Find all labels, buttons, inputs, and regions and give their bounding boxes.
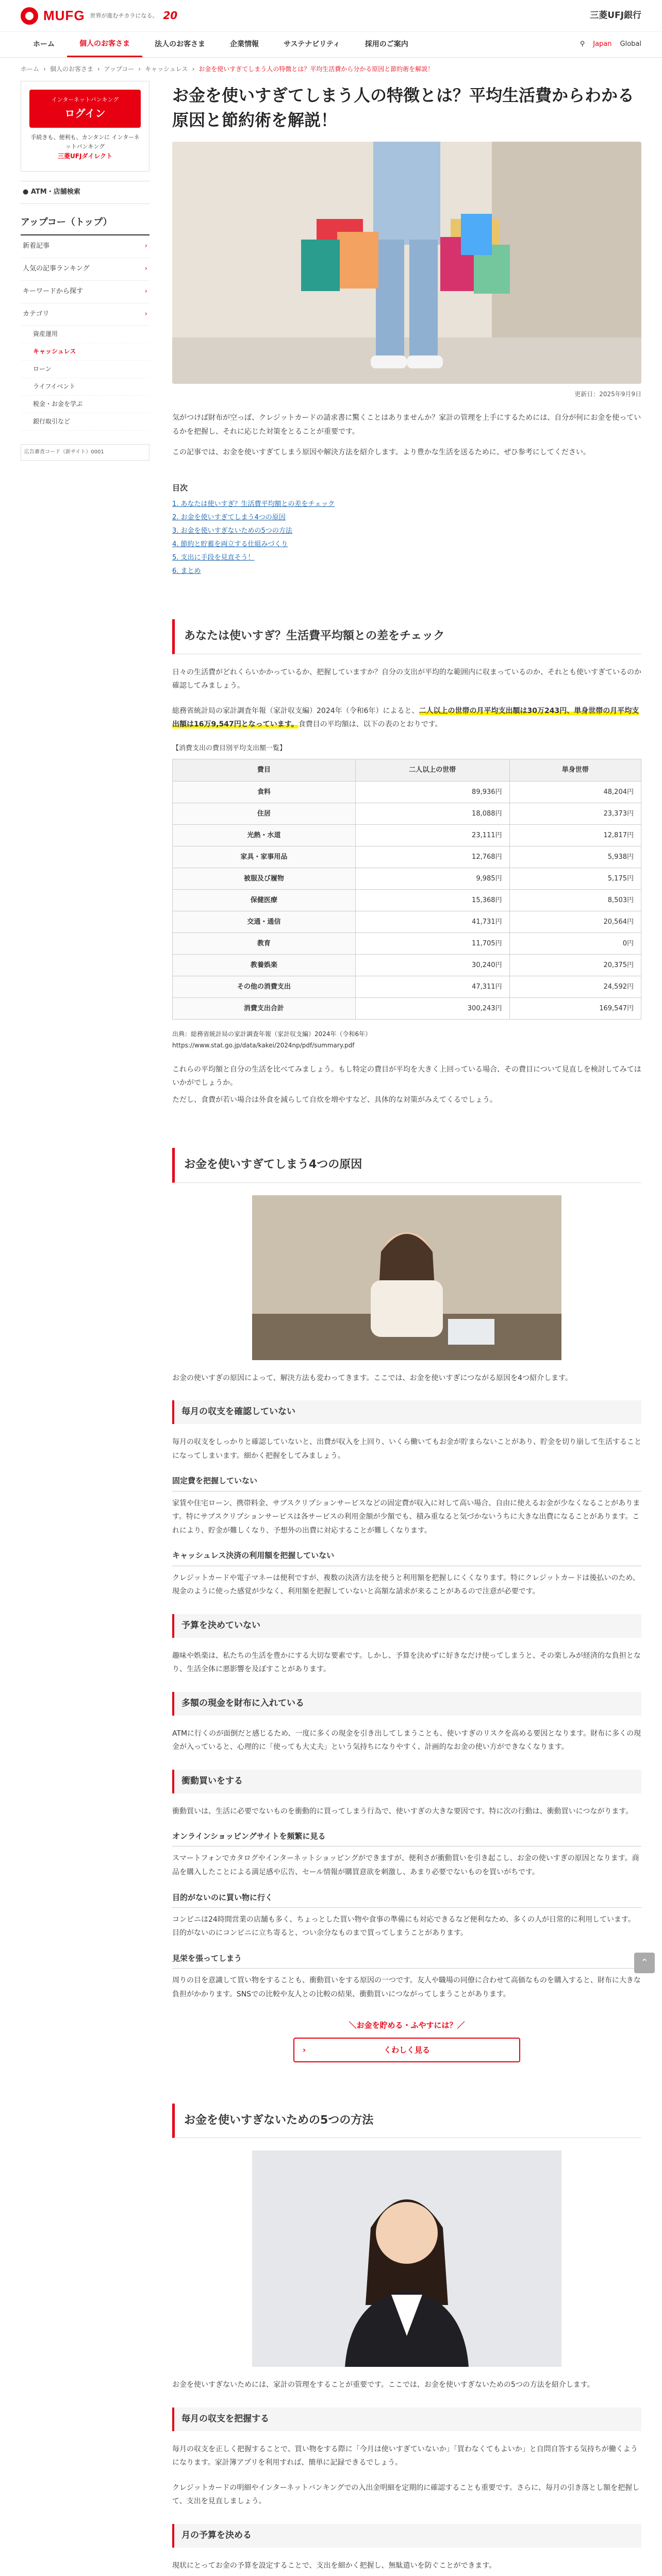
pin-icon: ●	[23, 188, 29, 196]
intro-paragraph: 気がつけば財布が空っぽ、クレジットカードの請求書に驚くことはありませんか？家計の管理を上手にするためには、自分が何にお金を使っているかを把握し、それに応じた対策をとることが重要です。	[172, 414, 641, 436]
businesswoman-image	[252, 2150, 561, 2367]
section-paragraph: 日々の生活費がどれくらいかかっているか、把握していますか？自分の支出が平均的な範囲内に収まっているのか、それとも使いすぎているのか確認してみましょう。	[172, 668, 641, 690]
nav-home[interactable]: ホーム	[33, 40, 55, 49]
section-paragraph: お金を使いすぎないためには、家計の管理をすることが重要です。ここでは、お金を使いすぎないための5つの方法を紹介します。	[172, 2381, 594, 2389]
global-nav	[0, 32, 662, 58]
table-cell-label: 交通・通信	[173, 911, 356, 933]
table-cell-label: 保健医療	[173, 890, 356, 911]
logo-tagline: 世界が進むチカラになる。	[90, 12, 158, 19]
table-row	[173, 998, 641, 1020]
toc-item[interactable]: 3. お金を使いすぎないための5つの方法	[172, 527, 292, 535]
table-cell-label: 被服及び履物	[173, 868, 356, 890]
anniversary-mark: 20	[163, 9, 178, 22]
article	[172, 81, 641, 2576]
table-cell-value: 0円	[509, 933, 641, 955]
table-cell-label: 教育	[173, 933, 356, 955]
sidebar-title[interactable]: アップコー（トップ）	[21, 214, 150, 236]
sidebar-sub-tax[interactable]: 税金・お金を学ぶ	[21, 396, 150, 413]
nav-corporate[interactable]: 法人のお客さま	[155, 40, 205, 49]
nav-company[interactable]: 企業情報	[230, 40, 259, 49]
table-cell-value: 11,705円	[355, 933, 509, 955]
table-header: 費目	[173, 759, 356, 782]
shopping-bags-illustration	[172, 142, 641, 384]
table-of-contents	[172, 481, 641, 578]
minor-heading: キャッシュレス決済の利用額を把握していない	[172, 1549, 641, 1566]
table-cell-value: 12,768円	[355, 846, 509, 868]
table-cell-value: 15,368円	[355, 890, 509, 911]
mufg-logo-icon	[21, 7, 38, 25]
bank-name[interactable]: 三菱UFJ銀行	[590, 10, 641, 21]
table-row	[173, 825, 641, 846]
search-icon[interactable]: ⚲	[580, 40, 585, 48]
sidebar-sub-investment[interactable]: 資産運用	[21, 326, 150, 343]
table-header: 単身世帯	[509, 759, 641, 782]
login-box	[21, 81, 150, 172]
table-cell-label: 食料	[173, 782, 356, 803]
sidebar-item-keyword[interactable]: キーワードから探す ›	[21, 281, 150, 303]
chevron-up-icon: ⌃	[640, 1957, 649, 1969]
section-paragraph: コンビニは24時間営業の店舗も多く、ちょっとした買い物や食事の準備にも対応できるなど便利なため、多くの人が日常的に利用しています。目的がないのにコンビニに立ち寄ると、つい余分なものまで買ってしまうことがあります。	[172, 1915, 635, 1938]
sidebar	[21, 81, 150, 2576]
toc-item[interactable]: 6. まとめ	[172, 567, 201, 575]
table-cell-value: 47,311円	[355, 976, 509, 998]
section-heading: あなたは使いすぎ？生活費平均額との差をチェック	[172, 619, 641, 654]
table-row	[173, 803, 641, 825]
table-row	[173, 955, 641, 976]
nav-personal[interactable]: 個人のお客さま	[67, 32, 142, 57]
subsection-heading: 毎月の収支を確認していない	[172, 1400, 641, 1424]
worried-woman-image	[252, 1195, 561, 1360]
section-paragraph: ATMに行くのが面倒だと感じるため、一度に多くの現金を引き出してしまうことも、使いすぎのリスクを高める要因となります。財布に多くの現金が入っていると、心理的に「使っても大丈夫」という気持ちになりやすく、計画的なお金の使い方ができなくなります。	[172, 1729, 641, 1752]
minor-heading: オンラインショッピングサイトを頻繁に見る	[172, 1829, 641, 1846]
table-cell-label: 消費支出合計	[173, 998, 356, 1020]
nav-sustainability[interactable]: サステナビリティ	[284, 40, 340, 49]
subsection-heading: 月の予算を決める	[172, 2524, 641, 2548]
cta-label: ＼お金を貯める・ふやすには？／	[349, 2021, 465, 2030]
login-small-label: インターネットバンキング	[51, 96, 119, 103]
expense-table	[172, 759, 641, 1020]
section-paragraph: 家賃や住宅ローン、携帯料金、サブスクリプションサービスなどの固定費が収入に対して高い場合、自由に使えるお金が少なくなることがあります。特にサブスクリプションサービスは各サービスの利用金額が少額でも、積み重なると気づかないうちに大きな出費になることがあります。これにより、貯金が難しくなり、予想外の出費に対応することが難しくなります。	[172, 1499, 640, 1535]
breadcrumb-item[interactable]: キャッシュレス	[145, 65, 188, 73]
table-cell-value: 20,375円	[509, 955, 641, 976]
sidebar-sub-lifeevent[interactable]: ライフイベント	[21, 378, 150, 396]
subsection-heading: 予算を決めていない	[172, 1614, 641, 1638]
table-cell-label: 家具・家事用品	[173, 846, 356, 868]
toc-item[interactable]: 1. あなたは使いすぎ？生活費平均額との差をチェック	[172, 500, 335, 509]
highlight-text: 二人以上の世帯の月平均支出額は30万243円、単身世帯の月平均支出額は16万9,547円となっています。	[172, 706, 639, 729]
section-paragraph: これらの平均額と自分の生活を比べてみましょう。もし特定の費目が平均を大きく上回っている場合、その費目について見直しを検討してみてはいかがでしょうか。	[172, 1065, 641, 1088]
table-cell-value: 169,547円	[509, 998, 641, 1020]
section-paragraph: お金の使いすぎの原因によって、解決方法も変わってきます。ここでは、お金を使いすぎにつながる原因を4つ紹介します。	[172, 1374, 572, 1382]
table-cell-value: 20,564円	[509, 911, 641, 933]
table-cell-value: 8,503円	[509, 890, 641, 911]
table-row	[173, 782, 641, 803]
sidebar-item-category[interactable]: カテゴリ ›	[21, 303, 150, 326]
details-button[interactable]	[293, 2038, 520, 2062]
back-to-top-button[interactable]	[634, 1953, 655, 1973]
top-header	[0, 0, 662, 32]
section-paragraph: 現状にとってお金の予算を設定することで、支出を細かく把握し、無駄遣いを防ぐことができます。	[172, 2561, 496, 2570]
breadcrumb-current: お金を使いすぎてしまう人の特徴とは？平均生活費から分かる原因と節約術を解説！	[198, 65, 434, 73]
section-paragraph: ただし、食費が若い場合は外食を減らして自炊を増やすなど、具体的な対策がみえてくるでしょう。	[172, 1095, 497, 1104]
section-paragraph: クレジットカードの明細やインターネットバンキングでの入出金明細を定期的に確認することも重要です。さらに、毎月の引き落とし額を把握して、支出を見直しましょう。	[172, 2483, 640, 2506]
table-cell-value: 30,240円	[355, 955, 509, 976]
table-cell-value: 12,817円	[509, 825, 641, 846]
table-cell-value: 41,731円	[355, 911, 509, 933]
atm-label: ATM・店舗検索	[30, 188, 80, 196]
minor-heading: 見栄を張ってしまう	[172, 1952, 641, 1969]
source-url: https://www.stat.go.jp/data/kakei/2024np/pdf/summary.pdf	[172, 1042, 355, 1049]
section-heading: お金を使いすぎないための5つの方法	[172, 2104, 641, 2139]
table-cell-value: 89,936円	[355, 782, 509, 803]
section-paragraph: 毎月の収支をしっかりと確認していないと、出費が収入を上回り、いくら働いてもお金が貯まらないことがあり、貯金を切り崩して生活することになってしまいます。細かく把握をしてみましょう。	[172, 1438, 641, 1460]
toc-item[interactable]: 5. 支出に手段を見直そう！	[172, 554, 255, 562]
table-row	[173, 976, 641, 998]
table-cell-label: 住居	[173, 803, 356, 825]
section-paragraph: 衝動買いは、生活に必要でないものを衝動的に買ってしまう行為で、使いすぎの大きな要因です。特に次の行動は、衝動買いにつながります。	[172, 1807, 633, 1816]
lang-japan[interactable]: Japan	[593, 40, 612, 48]
page-title: お金を使いすぎてしまう人の特徴とは？平均生活費からわかる原因と節約術を解説！	[172, 86, 635, 130]
table-cell-value: 9,985円	[355, 868, 509, 890]
worried-woman-illustration	[252, 1195, 561, 1360]
section-paragraph: 周りの目を意識して買い物をすることも、衝動買いをする原因の一つです。友人や職場の同僚に合わせて高価なものを購入すると、財布に大きな負担がかかります。SNSでの比較や友人との比較の結果、衝動買いにつながってしまうことがあります。	[172, 1976, 641, 1998]
atm-search-link[interactable]	[21, 181, 150, 204]
table-cell-value: 24,592円	[509, 976, 641, 998]
subsection-heading: 衝動買いをする	[172, 1770, 641, 1793]
section-paragraph: 総務省統計局の家計調査年報（家計収支編）2024年（令和6年）によると、二人以上の世帯の月平均支出額は30万243円、単身世帯の月平均支出額は16万9,547円となっています。食費目の平均額は、以下の表のとおりです。	[172, 706, 639, 729]
sidebar-sub-cashless[interactable]: キャッシュレス	[21, 343, 150, 361]
minor-heading: 目的がないのに買い物に行く	[172, 1891, 641, 1908]
direct-link[interactable]: 三菱UFJダイレクト	[58, 152, 112, 160]
logo-text: MUFG	[43, 7, 85, 23]
table-cell-value: 23,111円	[355, 825, 509, 846]
table-cell-value: 48,204円	[509, 782, 641, 803]
table-cell-value: 18,088円	[355, 803, 509, 825]
logo[interactable]	[21, 4, 177, 28]
details-button-label: › くわしく見る	[383, 2045, 430, 2055]
toc-item[interactable]: 4. 節約と貯蓄を両立する仕組みづくり	[172, 540, 288, 549]
section-heading: お金を使いすぎてしまう4つの原因	[172, 1148, 641, 1183]
table-row	[173, 846, 641, 868]
table-caption: 【消費支出の費目別平均支出額一覧】	[172, 744, 287, 752]
section-paragraph: 毎月の収支を正しく把握することで、買い物をする際に「今月は使いすぎていないか」「買わなくてもよいか」と自問自答する気持ちが働くようになります。家計簿アプリを利用すれば、簡単に記録できるでしょう。	[172, 2445, 638, 2467]
sidebar-item-new[interactable]: 新着記事 ›	[21, 235, 150, 258]
businesswoman-illustration	[252, 2150, 561, 2367]
subsection-heading: 多額の現金を財布に入れている	[172, 1692, 641, 1716]
table-row	[173, 890, 641, 911]
login-button[interactable]	[29, 90, 141, 128]
source-text: 出典：総務省統計局の家計調査年報（家計収支編）2024年（令和6年）	[172, 1030, 372, 1038]
table-row	[173, 911, 641, 933]
breadcrumb-item[interactable]: アップコー	[104, 65, 135, 73]
table-row	[173, 933, 641, 955]
subsection-heading: 毎月の収支を把握する	[172, 2408, 641, 2431]
table-header: 二人以上の世帯	[355, 759, 509, 782]
table-cell-label: 光熱・水道	[173, 825, 356, 846]
sidebar-item-ranking[interactable]: 人気の記事ランキング ›	[21, 258, 150, 281]
source-note	[172, 1029, 641, 1051]
breadcrumb-item[interactable]: 個人のお客さま	[49, 65, 93, 73]
toc-item[interactable]: 2. お金を使いすぎてしまう4つの原因	[172, 514, 286, 522]
table-cell-label: その他の消費支出	[173, 976, 356, 998]
table-cell-label: 教養娯楽	[173, 955, 356, 976]
updated-date: 更新日：2025年9月9日	[574, 391, 641, 398]
table-cell-value: 23,373円	[509, 803, 641, 825]
table-row	[173, 868, 641, 890]
ad-code: 広告審査コード（新サイト）0001	[21, 444, 150, 461]
breadcrumb-item[interactable]: ホーム	[21, 65, 40, 73]
hero-image	[172, 142, 641, 384]
section-paragraph: 趣味や娯楽は、私たちの生活を豊かにする大切な要素です。しかし、予算を決めずに好きなだけ使ってしまうと、その楽しみが経済的な負担となり、生活全体に悪影響を及ぼすことがあります。	[172, 1651, 641, 1674]
login-label: ログイン	[64, 107, 106, 120]
sidebar-sub-loan[interactable]: ローン	[21, 361, 150, 378]
intro-paragraph: この記事では、お金を使いすぎてしまう原因や解決方法を紹介します。より豊かな生活を送るために、ぜひ参考にしてください。	[172, 448, 590, 457]
section-paragraph: スマートフォンでカタログやインターネットショッピングができますが、便利さが衝動買いを引き起こし、お金の使いすぎの原因となります。商品を購入したことによる満足感や広告、セール情報が購買意欲を刺激し、あまり必要でないものを買いがちです。	[172, 1854, 639, 1876]
table-cell-value: 5,175円	[509, 868, 641, 890]
toc-title: 目次	[172, 483, 188, 493]
breadcrumb: ホーム › 個人のお客さま › アップコー › キャッシュレス › お金を使いすぎてしまう人の特徴とは？平均生活費から分かる原因と節約術を解説！	[0, 58, 662, 81]
table-cell-value: 5,938円	[509, 846, 641, 868]
minor-heading: 固定費を把握していない	[172, 1474, 641, 1491]
lang-global[interactable]: Global	[620, 40, 641, 48]
table-cell-value: 300,243円	[355, 998, 509, 1020]
section-paragraph: クレジットカードや電子マネーは便利ですが、複数の決済方法を使うと利用額を把握しにくくなります。特にクレジットカードは後払いのため、現金のように使った感覚が少なく、利用額を把握していないと高額な請求が来ることがあるので注意が必要です。	[172, 1573, 640, 1596]
login-description: 手続きも、便利も、カンタンに インターネットバンキング	[30, 134, 140, 150]
sidebar-sub-banking[interactable]: 銀行取引など	[21, 413, 150, 431]
nav-recruit[interactable]: 採用のご案内	[365, 40, 408, 49]
